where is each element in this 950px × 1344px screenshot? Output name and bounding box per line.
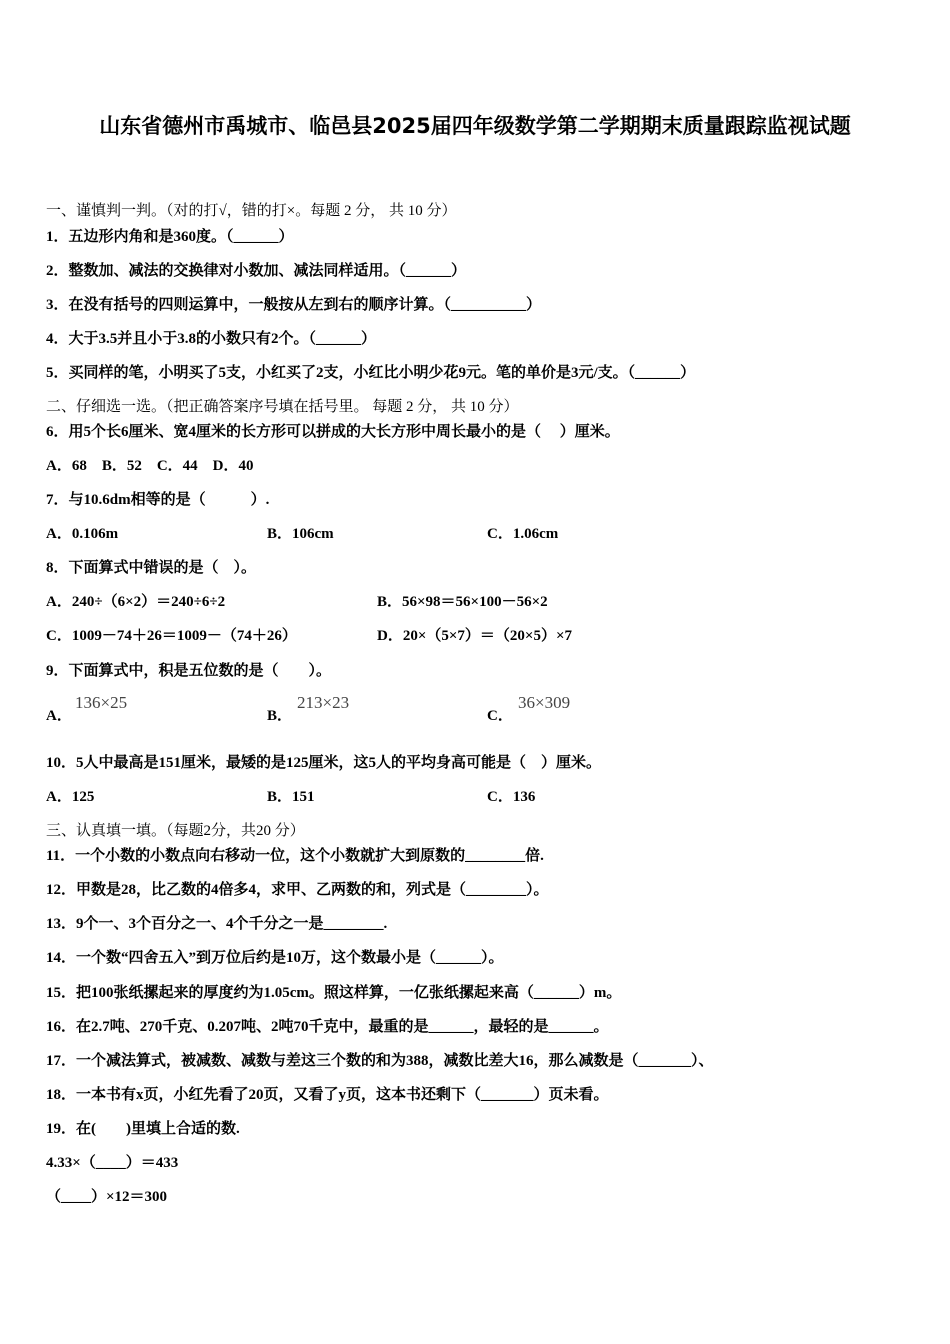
question-8-option-b: B．56×98＝56×100－56×2 (377, 594, 548, 610)
question-10-option-a: A．125 (46, 789, 95, 805)
question-5: 5．买同样的笔，小明买了5支，小红买了2支，小红比小明少花9元。笔的单价是3元/支。（______） (46, 365, 696, 381)
section-3-heading: 三、认真填一填。（每题2分，共20 分） (46, 823, 305, 839)
question-19-part-b: （____）×12＝300 (46, 1189, 168, 1205)
question-7-option-a: A．0.106m (46, 526, 119, 542)
question-16: 16．在2.7吨、270千克、0.207吨、2吨70千克中，最重的是______，最轻的是______。 (46, 1019, 609, 1035)
question-2: 2．整数加、减法的交换律对小数加、减法同样适用。（______） (46, 263, 467, 279)
question-8-option-d: D．20×（5×7）＝（20×5）×7 (377, 628, 573, 644)
question-9: 9．下面算式中，积是五位数的是（ ）。 (46, 663, 332, 679)
question-7-option-b: B．106cm (267, 526, 334, 542)
section-1-heading: 一、谨慎判一判。（对的打√，错的打×。每题 2 分， 共 10 分） (46, 203, 457, 219)
question-8-option-c: C．1009－74＋26＝1009－（74＋26） (46, 628, 297, 644)
question-6-options: A．68 B．52 C．44 D．40 (46, 458, 254, 474)
question-8-option-a: A．240÷（6×2）＝240÷6÷2 (46, 594, 226, 610)
document-title: 山东省德州市禹城市、临邑县2025届四年级数学第二学期期末质量跟踪监视试题 (99, 114, 851, 138)
question-9-option-c-expression: 36×309 (518, 693, 571, 712)
question-19: 19．在( )里填上合适的数. (46, 1121, 240, 1137)
question-10-option-c: C．136 (487, 789, 536, 805)
question-3: 3．在没有括号的四则运算中，一般按从左到右的顺序计算。（__________） (46, 297, 542, 313)
question-6: 6．用5个长6厘米、宽4厘米的长方形可以拼成的大长方形中周长最小的是（ ）厘米。 (46, 424, 620, 440)
question-7-option-c: C．1.06cm (487, 526, 559, 542)
question-10-option-b: B．151 (267, 789, 315, 805)
question-19-part-a: 4.33×（____）＝433 (46, 1155, 179, 1171)
question-4: 4．大于3.5并且小于3.8的小数只有2个。（______） (46, 331, 377, 347)
question-9-option-a-label: A． (46, 708, 72, 724)
question-8: 8．下面算式中错误的是（ ）。 (46, 560, 257, 576)
question-7: 7．与10.6dm相等的是（ ）. (46, 492, 270, 508)
question-1: 1．五边形内角和是360度。（______） (46, 229, 294, 245)
question-15: 15．把100张纸摞起来的厚度约为1.05cm。照这样算，一亿张纸摞起来高（______）m。 (46, 985, 622, 1001)
question-14: 14．一个数“四舍五入”到万位后约是10万，这个数最小是（______）。 (46, 950, 504, 966)
question-17: 17．一个减法算式，被减数、减数与差这三个数的和为388，减数比差大16，那么减数是（_______）、 (46, 1053, 714, 1069)
question-9-option-c-label: C． (487, 708, 513, 724)
question-9-option-b-label: B． (267, 708, 293, 724)
question-10: 10．5人中最高是151厘米，最矮的是125厘米，这5人的平均身高可能是（ ）厘米。 (46, 755, 602, 771)
question-18: 18．一本书有x页，小红先看了20页，又看了y页，这本书还剩下（_______）页未看。 (46, 1087, 609, 1103)
question-9-option-a-expression: 136×25 (75, 693, 128, 712)
question-9-option-b-expression: 213×23 (297, 693, 350, 712)
question-13: 13．9个一、3个百分之一、4个千分之一是________. (46, 916, 388, 932)
question-12: 12．甲数是28，比乙数的4倍多4，求甲、乙两数的和，列式是（________）。 (46, 882, 549, 898)
section-2-heading: 二、仔细选一选。（把正确答案序号填在括号里。 每题 2 分， 共 10 分） (46, 399, 519, 415)
question-11: 11．一个小数的小数点向右移动一位，这个小数就扩大到原数的________倍. (46, 848, 544, 864)
